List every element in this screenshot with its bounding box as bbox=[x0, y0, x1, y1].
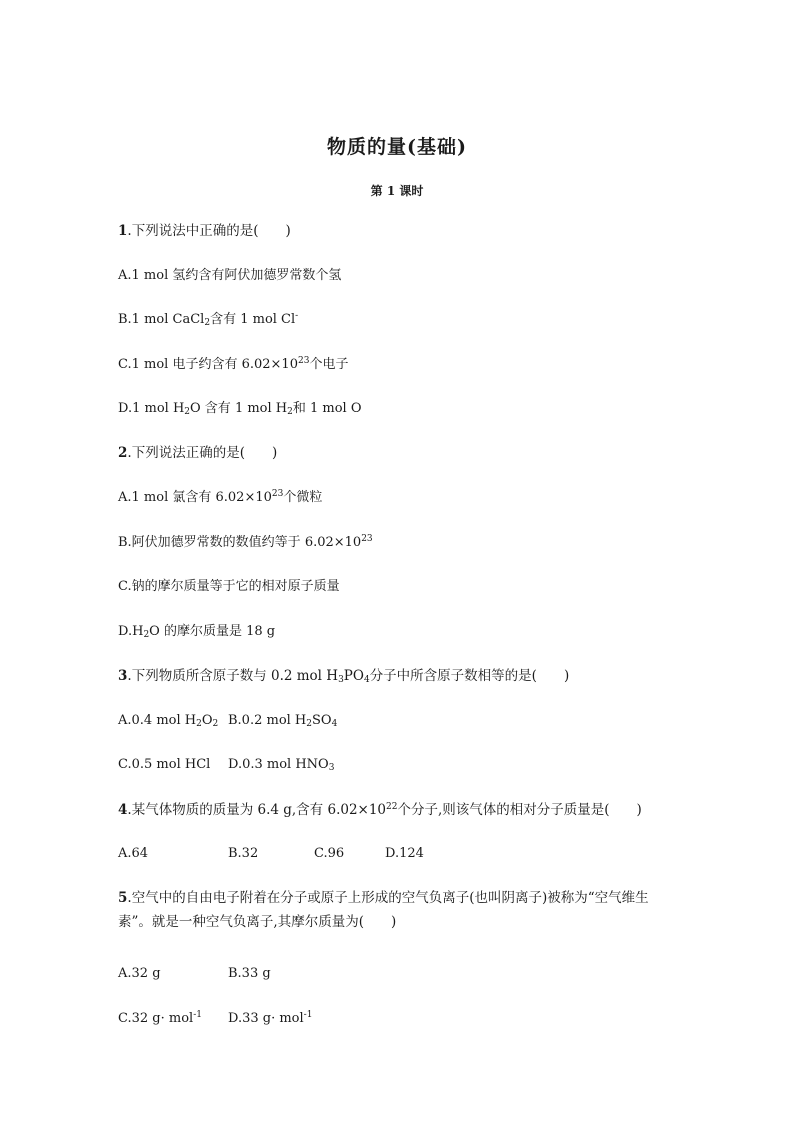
question-3-stem: 3.下列物质所含原子数与 0.2 mol $H_3PO_4$分子中所含原子数相等的是( ) bbox=[118, 668, 570, 685]
question-4-options bbox=[118, 845, 424, 863]
option-d: D.124 bbox=[385, 846, 424, 861]
option-a: A.64 bbox=[118, 846, 149, 861]
option-a: A.32 g bbox=[118, 966, 161, 981]
option-c: C.32 g· mol$^{-1}$ bbox=[118, 1010, 202, 1026]
question-1-option-a: A.1 mol 氢约含有阿伏加德罗常数个氢 bbox=[118, 268, 342, 283]
question-3-options-cd bbox=[118, 756, 334, 774]
question-number: 2 bbox=[118, 445, 128, 461]
option-a: A.0.4 mol $H_2O_2$ bbox=[118, 713, 219, 729]
question-number: 4 bbox=[118, 802, 128, 818]
question-2-option-c: C.钠的摩尔质量等于它的相对原子质量 bbox=[118, 579, 340, 594]
option-d: D.0.3 mol $HNO_3$ bbox=[228, 757, 335, 773]
option-b: B.32 bbox=[228, 846, 259, 861]
question-1-option-d: D.1 mol $H_2O$ 含有 1 mol $H_2$和 1 mol O bbox=[118, 401, 362, 417]
question-5-options-ab bbox=[118, 965, 271, 983]
question-1-stem bbox=[118, 222, 291, 240]
lesson-subtitle: 第 1 课时 bbox=[370, 184, 424, 198]
option-b: B.33 g bbox=[228, 966, 271, 981]
question-text: .下列说法正确的是( ) bbox=[127, 445, 278, 461]
question-1-option-c: C.1 mol 电子约含有 $6.02\times 10^{23}$个电子 bbox=[118, 356, 349, 372]
option-c: C.0.5 mol HCl bbox=[118, 757, 211, 772]
question-2-option-a: A.1 mol 氯含有 $6.02\times 10^{23}$个微粒 bbox=[118, 489, 323, 505]
question-number: 5 bbox=[118, 890, 128, 906]
question-4-stem: 4.某气体物质的质量为 6.4 g,含有 $6.02\times 10^{22}$个分子,则该气体的相对分子质量是( ) bbox=[118, 802, 642, 818]
question-5-options-cd bbox=[118, 1010, 312, 1028]
question-text: .下列说法中正确的是( ) bbox=[127, 223, 291, 239]
question-2-option-d: $D.H_2O$ 的摩尔质量是 18 g bbox=[118, 624, 276, 640]
question-2-stem bbox=[118, 444, 277, 462]
question-number: 1 bbox=[118, 223, 128, 239]
option-c: C.96 bbox=[314, 846, 345, 861]
question-3-options-ab bbox=[118, 712, 337, 730]
option-b: B.0.2 mol $H_2SO_4$ bbox=[228, 713, 338, 729]
question-1-option-b: B.1 mol CaCl$_2$含有 1 mol Cl- bbox=[118, 311, 299, 328]
question-2-option-b: B.阿伏加德罗常数的数值约等于 $6.02\times 10^{23}$ bbox=[118, 534, 373, 550]
option-d: D.33 g· mol$^{-1}$ bbox=[228, 1010, 313, 1026]
question-5-stem: 5.空气中的自由电子附着在分子或原子上形成的空气负离子(也叫阴离子)被称为“空气维生 素”。就是一种空气负离子,其摩尔质量为( ) bbox=[118, 890, 649, 930]
page-title: 物质的量(基础) bbox=[327, 136, 467, 158]
question-number: 3 bbox=[118, 668, 128, 684]
